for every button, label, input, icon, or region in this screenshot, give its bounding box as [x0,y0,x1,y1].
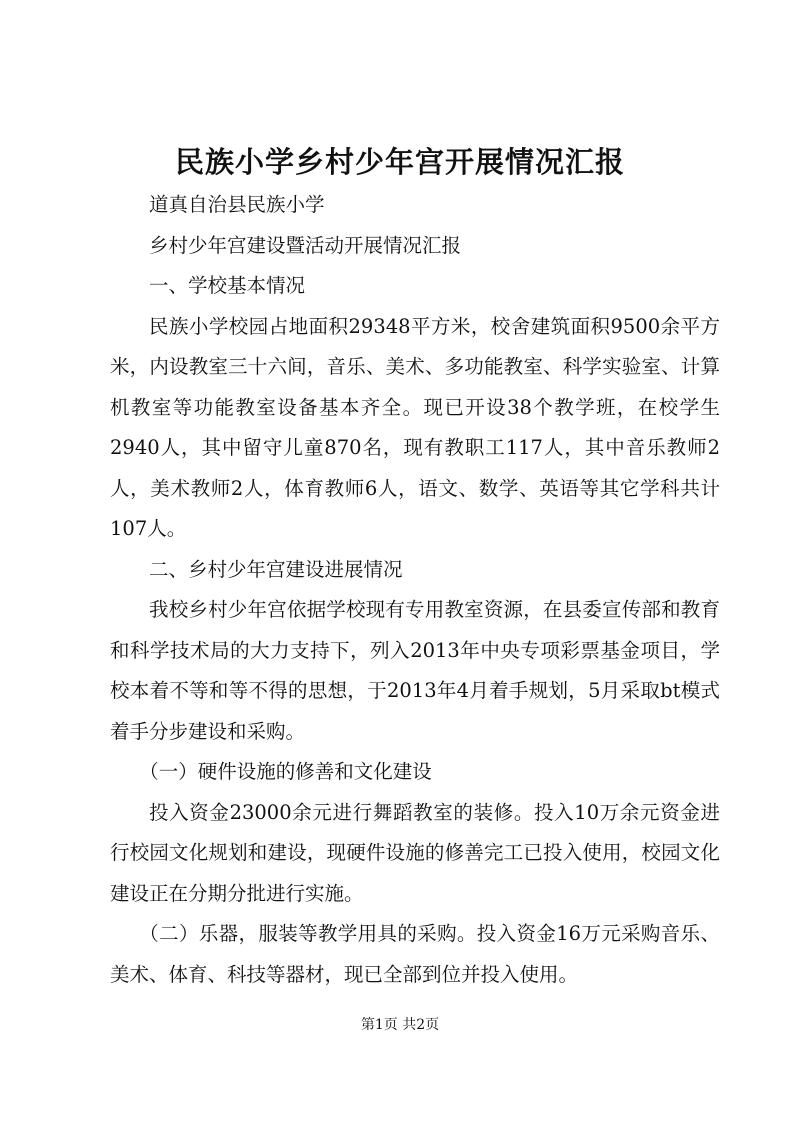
paragraph-basic-info: 民族小学校园占地面积29348平方米，校舍建筑面积9500余平方米，内设教室三十六间，音乐、美术、多功能教室、科学实验室、计算机教室等功能教室设备基本齐全。现已开设38个教学班，在校学生2940人，其中留守儿童870名，现有教职工117人，其中音乐教师2人，美术教师2人，体育教师6人，语文、数学、英语等其它学科共计107人。 [110,314,720,540]
page-footer: 第1页 共2页 [360,1017,440,1033]
paragraph-progress: 我校乡村少年宫依据学校现有专用教室资源，在县委宣传部和教育和科学技术局的大力支持下，列入2013年中央专项彩票基金项目，学校本着不等和等不得的思想，于2013年4月着手规划，5月采取bt模式着手分步建设和采购。 [110,598,720,743]
subsection-heading-hardware: （一）硬件设施的修善和文化建设 [139,760,432,783]
document-title: 民族小学乡村少年宫开展情况汇报 [174,145,625,179]
section-heading-basic-info: 一、学校基本情况 [149,274,306,297]
document-body [110,185,720,995]
report-subtitle: 乡村少年宫建设暨活动开展情况汇报 [149,233,462,257]
section-heading-progress: 二、乡村少年宫建设进展情况 [149,557,403,581]
paragraph-hardware: 投入资金23000余元进行舞蹈教室的装修。投入10万余元资金进行校园文化规划和建设，现硬件设施的修善完工已投入使用，校园文化建设正在分期分批进行实施。 [110,800,720,905]
school-name-line: 道真自治县民族小学 [149,193,325,216]
paragraph-instruments: （二）乐器，服装等教学用具的采购。投入资金16万元采购音乐、美术、体育、科技等器材，现已全部到位并投入使用。 [110,922,720,986]
